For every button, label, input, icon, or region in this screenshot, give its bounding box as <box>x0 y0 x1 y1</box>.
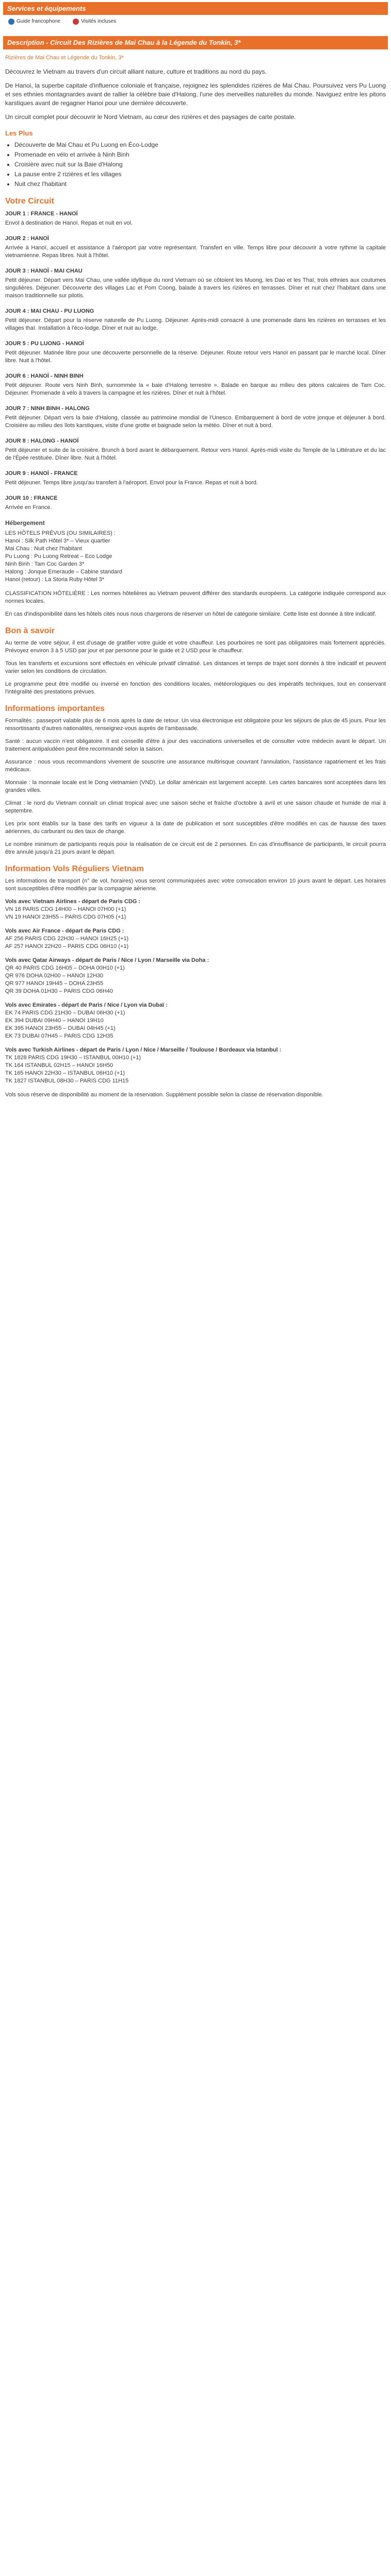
infos-title: Informations importantes <box>5 704 105 713</box>
bonsavoir-para: Le programme peut être modifié ou inversé en fonction des conditions locales, météorologiques ou des impératifs techniques, tout en conservant l'intégralité des prestations prévues. <box>5 681 386 695</box>
day-item <box>5 372 386 397</box>
flights-intro: Les informations de transport (n° de vol, horaires) vous seront communiquées avec votre convocation environ 10 jours avant le départ. Les horaires sont susceptibles d'être modifiés par la compagnie aérienne. <box>5 878 386 892</box>
day-item <box>5 210 386 227</box>
info-para: Santé : aucun vaccin n'est obligatoire. Il est conseillé d'être à jour des vaccinations universelles et de consulter votre médecin avant le départ. Un traitement antipaludéen peut être recommandé selon la saison. <box>5 738 386 752</box>
hotel-item: Pu Luong : Pu Luong Retreat – Eco Lodge <box>5 553 112 560</box>
flights-footer: Vols sous réserve de disponibilité au moment de la réservation. Supplément possible selon la classe de réservation disponible. <box>5 1092 323 1098</box>
flight-line: QR 976 DOHA 02H00 – HANOI 12H30 <box>5 973 104 979</box>
info-para: Formalités : passeport valable plus de 6 mois après la date de retour. Un visa électronique est obligatoire pour les séjours de plus de 45 jours. Pour les ressortissants d'autres nationalités, renseignez-vous auprès de l'ambassade. <box>5 718 386 732</box>
info-para: Les prix sont établis sur la base des tarifs en vigueur à la date de publication et sont susceptibles d'être modifiés en cas de hausse des taxes aériennes, du carburant ou des taux de change. <box>5 821 386 835</box>
plus-title: Les Plus <box>5 129 33 137</box>
flight-block-head: Vols avec Emirates - départ de Paris / Nice / Lyon via Dubaï : <box>5 1002 168 1008</box>
flight-line: QR 977 HANOI 19H45 – DOHA 23H55 <box>5 980 104 987</box>
flight-line: QR 39 DOHA 01H30 – PARIS CDG 06H40 <box>5 988 113 994</box>
day-text: Envol à destination de Hanoï. Repas et nuit en vol. <box>5 220 133 226</box>
hotel-item: Mai Chau : Nuit chez l'habitant <box>5 546 82 552</box>
flight-block <box>5 957 386 995</box>
day-title: JOUR 5 : PU LUONG - HANOÏ <box>5 341 84 347</box>
guide-badge-label: Guide francophone <box>17 19 61 24</box>
day-item <box>5 437 386 462</box>
day-item <box>5 307 386 332</box>
visa-badge <box>73 17 116 26</box>
plus-item: • Croisière avec nuit sur la Baie d'Halong <box>14 160 386 169</box>
day-item <box>5 234 386 260</box>
flight-block <box>5 1002 386 1040</box>
itinerary-list <box>5 210 386 512</box>
day-text: Petit déjeuner. Départ pour la réserve naturelle de Pu Luong. Déjeuner. Après-midi consacré à une promenade dans les rizières en terrasses et les villages thaï. Installation à l'éco-lodge. Dîner et nuit au lodge. <box>5 317 386 331</box>
day-text: Petit déjeuner et suite de la croisière. Brunch à bord avant le débarquement. Retour vers Hanoï. Après-midi visite du Temple de la Littérature et du lac de l'Épée restituée. Dîner libre. Nuit à l'hôtel. <box>5 447 386 461</box>
day-title: JOUR 7 : NINH BINH - HALONG <box>5 405 90 412</box>
day-item <box>5 340 386 365</box>
flight-block <box>5 898 386 921</box>
day-title: JOUR 10 : FRANCE <box>5 495 58 501</box>
description-para-2: De Hanoi, la superbe capitale d'influence coloniale et française, rejoignez les splendides rizières de Mai Chau. Poursuivez vers Pu Luong et ses ethnies montagnardes avant de rallier la célèbre baie d'Halong, l'une des merveilles naturelles du monde. Naviguez entre les pitons karstiques avant de regagner Hanoi pour une dernière découverte. <box>5 82 386 107</box>
hotel-item: Halong : Jonque Emeraude – Cabine standard <box>5 569 122 575</box>
services-banner: Services et équipements <box>3 2 388 15</box>
bonsavoir-title: Bon à savoir <box>5 626 55 635</box>
day-text: Petit déjeuner. Départ vers la baie d'Halong, classée au patrimoine mondial de l'Unesco. Embarquement à bord de votre jonque et déjeuner à bord. Croisière au milieu des îlots karstiques, visite d'une grotte et baignade selon la météo. Dîner et nuit à bord. <box>5 415 386 429</box>
plus-item: • La pause entre 2 rizières et les villages <box>14 170 386 179</box>
badges-row <box>5 15 386 32</box>
flight-block <box>5 1046 386 1085</box>
flight-line: AF 257 HANOI 22H20 – PARIS CDG 06H10 (+1) <box>5 943 129 950</box>
day-title: JOUR 3 : HANOÏ - MAI CHAU <box>5 268 83 274</box>
day-title: JOUR 9 : HANOÏ - FRANCE <box>5 470 78 477</box>
hotel-item: Hanoi : Silk Path Hôtel 3* – Vieux quartier <box>5 538 110 544</box>
plus-list <box>14 141 386 189</box>
day-text: Petit déjeuner. Temps libre jusqu'au transfert à l'aéroport. Envol pour la France. Repas et nuit à bord. <box>5 480 258 486</box>
flight-block-head: Vols avec Vietnam Airlines - départ de Paris CDG : <box>5 899 141 905</box>
info-para: Climat : le nord du Vietnam connaît un climat tropical avec une saison sèche et fraîche d'octobre à avril et une saison chaude et humide de mai à septembre. <box>5 800 386 814</box>
day-text: Arrivée à Hanoï, accueil et assistance à l'aéroport par votre représentant. Transfert en ville. Temps libre pour découvrir à votre rythme la capitale vietnamienne. Repas libres. Nuit à l'hôtel. <box>5 245 386 259</box>
flight-block-head: Vols avec Qatar Airways - départ de Paris / Nice / Lyon / Marseille via Doha : <box>5 957 209 963</box>
day-item <box>5 267 386 300</box>
hotel-list <box>5 537 386 584</box>
info-para: Monnaie : la monnaie locale est le Dong vietnamien (VND). Le dollar américain est largement accepté. Les cartes bancaires sont acceptées dans les grandes villes. <box>5 779 386 793</box>
day-title: JOUR 2 : HANOÏ <box>5 235 49 242</box>
plus-item: • Nuit chez l'habitant <box>14 180 386 189</box>
flight-block-head: Vols avec Air France - départ de Paris CDG : <box>5 928 124 934</box>
flight-line: EK 74 PARIS CDG 21H30 – DUBAI 06H30 (+1) <box>5 1010 125 1016</box>
flight-line: TK 1827 ISTANBUL 08H30 – PARIS CDG 11H15 <box>5 1078 129 1084</box>
description-banner: Description - Circuit Des Rizières de Mai Chau à la Légende du Tonkin, 3* <box>3 36 388 49</box>
visa-badge-label: Visités incluses <box>81 19 117 24</box>
description-subtitle: Rizières de Mai Chau et Légende du Tonkin, 3* <box>5 55 124 61</box>
flights-title: Information Vols Réguliers Vietnam <box>5 865 144 873</box>
day-item <box>5 494 386 512</box>
guide-icon <box>8 19 14 25</box>
flight-block <box>5 927 386 951</box>
day-item <box>5 469 386 487</box>
description-para-3: Un circuit complet pour découvrir le Nord Vietnam, au cœur des rizières et des paysages de carte postale. <box>5 113 296 121</box>
plus-item: • Découverte de Mai Chau et Pu Luong en Éco-Lodge <box>14 141 386 149</box>
day-text: Petit déjeuner. Départ vers Mai Chau, une vallée idyllique du nord Vietnam où se côtoient les Muong, les Dao et les Thaï, trois ethnies aux coutumes singulières. Déjeuner. Découverte des villages Lac et Pom Coong, balade à travers les rizières en terrasses. Dîner et nuit chez l'habitant dans une maison traditionnelle sur pilotis. <box>5 277 386 299</box>
day-text: Petit déjeuner. Route vers Ninh Binh, surnommée la « baie d'Halong terrestre ». Balade en barque au milieu des pitons calcaires de Tam Coc. Déjeuner. Promenade à vélo à travers la campagne et les rizières. Dîner et nuit à l'hôtel. <box>5 382 386 396</box>
day-text: Petit déjeuner. Matinée libre pour une découverte personnelle de la réserve. Déjeuner. Route retour vers Hanoï en passant par le marché local. Dîner libre. Nuit à l'hôtel. <box>5 350 386 364</box>
description-para-1: Découvrez le Vietnam au travers d'un circuit alliant nature, culture et traditions au nord du pays. <box>5 68 267 75</box>
bonsavoir-para: Au terme de votre séjour, il est d'usage de gratifier votre guide et votre chauffeur. Les pourboires ne sont pas obligatoires mais fortement appréciés. Prévoyez environ 3 à 5 USD par jour et par personne pour le guide et 2 USD pour le chauffeur. <box>5 640 386 654</box>
day-item <box>5 404 386 430</box>
day-text: Arrivée en France. <box>5 504 52 511</box>
day-title: JOUR 6 : HANOÏ - NINH BINH <box>5 373 84 379</box>
flight-block-head: Vols avec Turkish Airlines - départ de Paris / Lyon / Nice / Marseille / Toulouse / Bordeaux via Istanbul : <box>5 1047 282 1053</box>
info-para: Le nombre minimum de participants requis pour la réalisation de ce circuit est de 2 personnes. En cas d'insuffisance de participants, le circuit pourra être annulé jusqu'à 21 jours avant le départ. <box>5 841 386 855</box>
info-para: Assurance : nous vous recommandons vivement de souscrire une assurance multirisque couvrant l'annulation, l'assistance rapatriement et les frais médicaux. <box>5 759 386 773</box>
guide-badge <box>8 17 60 26</box>
flight-line: TK 165 HANOI 22H30 – ISTANBUL 06H10 (+1) <box>5 1070 125 1076</box>
hotels-note: CLASSIFICATION HÔTELIÈRE : Les normes hôtelières au Vietnam peuvent différer des standards européens. La catégorie indiquée correspond aux normes locales. <box>5 590 386 604</box>
day-title: JOUR 8 : HALONG - HANOÏ <box>5 438 79 444</box>
day-title: JOUR 1 : FRANCE - HANOÏ <box>5 211 78 217</box>
visit-icon <box>73 19 79 25</box>
flight-line: EK 73 DUBAI 07H45 – PARIS CDG 12H35 <box>5 1033 113 1039</box>
hotels-note-2: En cas d'indisponibilité dans les hôtels cités nous nous chargerons de réserver un hôtel de catégorie similaire. Cette liste est donnée à titre indicatif. <box>5 611 377 617</box>
flight-line: AF 256 PARIS CDG 22H30 – HANOI 16H25 (+1) <box>5 936 129 942</box>
day-title: JOUR 4 : MAI CHAU - PU LUONG <box>5 308 94 314</box>
flight-line: VN 18 PARIS CDG 14H00 – HANOI 07H00 (+1) <box>5 906 126 912</box>
bonsavoir-para: Tous les transferts et excursions sont effectués en véhicule privatif climatisé. Les distances et temps de trajet sont donnés à titre indicatif et peuvent varier selon les conditions de circulation. <box>5 660 386 674</box>
hotel-item: Ninh Binh : Tam Coc Garden 3* <box>5 561 85 567</box>
flight-line: EK 394 DUBAI 09H40 – HANOI 19H10 <box>5 1018 104 1024</box>
plus-item: • Promenade en vélo et arrivée à Ninh Binh <box>14 150 386 159</box>
hotels-intro: LES HÔTELS PRÉVUS (OU SIMILAIRES) : <box>5 530 116 536</box>
flight-line: TK 164 ISTANBUL 02H15 – HANOI 16H50 <box>5 1062 113 1069</box>
flight-line: TK 1828 PARIS CDG 19H30 – ISTANBUL 00H10 (+1) <box>5 1055 141 1061</box>
hotel-item: Hanoi (retour) : La Storia Ruby Hôtel 3* <box>5 577 104 583</box>
hotels-title: Hébergement <box>5 519 45 527</box>
itinerary-title: Votre Circuit <box>5 197 54 206</box>
flight-line: EK 395 HANOI 23H55 – DUBAI 04H45 (+1) <box>5 1025 116 1031</box>
flight-line: VN 19 HANOI 23H55 – PARIS CDG 07H05 (+1) <box>5 914 126 920</box>
flight-line: QR 40 PARIS CDG 16H05 – DOHA 00H10 (+1) <box>5 965 125 971</box>
